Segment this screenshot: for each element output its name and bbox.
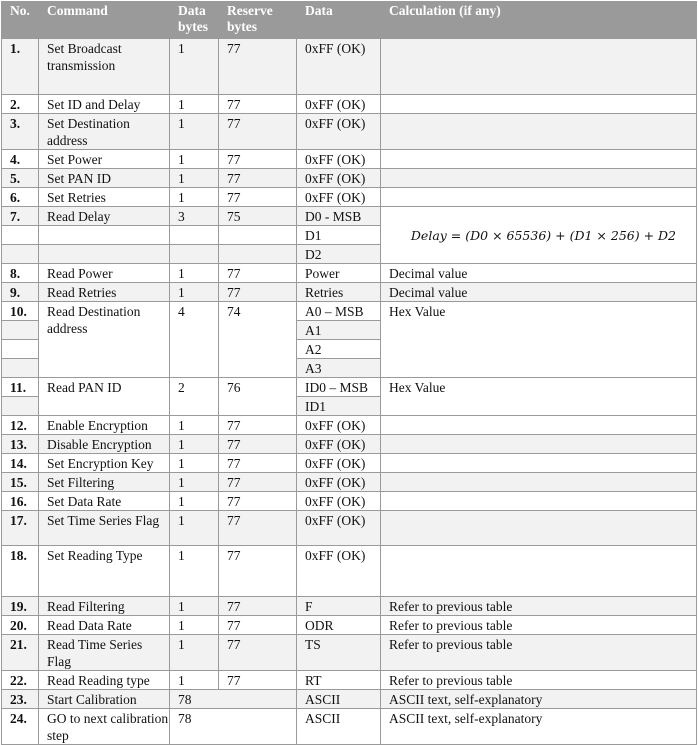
calculation-cell: Decimal value bbox=[381, 283, 697, 302]
data-cell: ID0 – MSB bbox=[297, 378, 381, 397]
header-row bbox=[2, 2, 697, 39]
row-number bbox=[2, 359, 39, 378]
row-number: 12. bbox=[2, 416, 39, 435]
command-cell: Read Filtering bbox=[39, 597, 170, 616]
table-row bbox=[2, 39, 697, 95]
data-cell: ODR bbox=[297, 616, 381, 635]
data-cell: ID1 bbox=[297, 397, 381, 416]
data-bytes-cell: 1 bbox=[170, 95, 219, 114]
data-cell: 0xFF (OK) bbox=[297, 188, 381, 207]
row-number: 15. bbox=[2, 473, 39, 492]
calculation-cell: Refer to previous table bbox=[381, 616, 697, 635]
data-cell: D2 bbox=[297, 245, 381, 264]
calculation-cell: ASCII text, self-explanatory bbox=[381, 709, 697, 745]
data-bytes-cell: 78 bbox=[170, 709, 297, 745]
data-cell: A2 bbox=[297, 340, 381, 359]
data-cell: 0xFF (OK) bbox=[297, 39, 381, 95]
data-bytes-cell: 1 bbox=[170, 39, 219, 95]
reserve-bytes-cell: 77 bbox=[219, 169, 297, 188]
data-cell: 0xFF (OK) bbox=[297, 511, 381, 546]
table-row bbox=[2, 635, 697, 671]
command-cell: Set Reading Type bbox=[39, 546, 170, 597]
table-row bbox=[2, 302, 697, 321]
header-data-bytes: Data bytes bbox=[170, 2, 219, 39]
header-data: Data bbox=[297, 2, 381, 39]
calculation-cell bbox=[381, 188, 697, 207]
data-cell: 0xFF (OK) bbox=[297, 416, 381, 435]
row-number: 13. bbox=[2, 435, 39, 454]
data-cell: D1 bbox=[297, 226, 381, 245]
data-cell: 0xFF (OK) bbox=[297, 454, 381, 473]
table-row bbox=[2, 454, 697, 473]
calculation-cell bbox=[381, 150, 697, 169]
reserve-bytes-cell: 77 bbox=[219, 95, 297, 114]
row-number: 5. bbox=[2, 169, 39, 188]
command-cell: Read Data Rate bbox=[39, 616, 170, 635]
command-cell: Read Reading type bbox=[39, 671, 170, 690]
data-bytes-cell: 1 bbox=[170, 264, 219, 283]
row-number: 20. bbox=[2, 616, 39, 635]
command-cell: Set Destination address bbox=[39, 114, 170, 150]
command-cell: Set Data Rate bbox=[39, 492, 170, 511]
table-row bbox=[2, 511, 697, 546]
data-cell: D0 - MSB bbox=[297, 207, 381, 226]
calculation-cell bbox=[381, 511, 697, 546]
row-number: 4. bbox=[2, 150, 39, 169]
row-number: 23. bbox=[2, 690, 39, 709]
calculation-cell: Refer to previous table bbox=[381, 635, 697, 671]
row-number: 21. bbox=[2, 635, 39, 671]
row-number: 17. bbox=[2, 511, 39, 546]
row-number bbox=[2, 321, 39, 340]
calculation-cell bbox=[381, 169, 697, 188]
data-cell: A3 bbox=[297, 359, 381, 378]
command-cell: Set Broadcast transmission bbox=[39, 39, 170, 95]
reserve-bytes-cell: 77 bbox=[219, 597, 297, 616]
data-cell: ASCII bbox=[297, 709, 381, 745]
reserve-bytes-cell: 77 bbox=[219, 114, 297, 150]
data-bytes-cell: 1 bbox=[170, 169, 219, 188]
table-row bbox=[2, 150, 697, 169]
header-no: No. bbox=[2, 2, 39, 39]
command-cell: Read Delay bbox=[39, 207, 170, 226]
table-row bbox=[2, 207, 697, 226]
data-cell: ASCII bbox=[297, 690, 381, 709]
command-cell: Disable Encryption bbox=[39, 435, 170, 454]
reserve-bytes-cell bbox=[219, 245, 297, 264]
calculation-cell: Hex Value bbox=[381, 378, 697, 416]
data-cell: RT bbox=[297, 671, 381, 690]
row-number: 14. bbox=[2, 454, 39, 473]
data-cell: F bbox=[297, 597, 381, 616]
row-number: 10. bbox=[2, 302, 39, 321]
command-cell: Read Power bbox=[39, 264, 170, 283]
calculation-cell bbox=[381, 39, 697, 95]
command-cell: Set Power bbox=[39, 150, 170, 169]
calculation-cell bbox=[381, 95, 697, 114]
table-row bbox=[2, 546, 697, 597]
row-number: 24. bbox=[2, 709, 39, 745]
command-table bbox=[1, 1, 697, 745]
reserve-bytes-cell: 77 bbox=[219, 546, 297, 597]
data-bytes-cell: 1 bbox=[170, 546, 219, 597]
data-bytes-cell: 1 bbox=[170, 114, 219, 150]
command-cell: Set Filtering bbox=[39, 473, 170, 492]
table-row bbox=[2, 378, 697, 397]
reserve-bytes-cell: 75 bbox=[219, 207, 297, 226]
data-bytes-cell: 1 bbox=[170, 671, 219, 690]
data-bytes-cell: 4 bbox=[170, 302, 219, 378]
calculation-cell bbox=[381, 454, 697, 473]
reserve-bytes-cell: 74 bbox=[219, 302, 297, 378]
command-cell: Read Retries bbox=[39, 283, 170, 302]
calculation-cell bbox=[381, 114, 697, 150]
header-reserve-bytes: Reserve bytes bbox=[219, 2, 297, 39]
reserve-bytes-cell: 77 bbox=[219, 473, 297, 492]
reserve-bytes-cell: 77 bbox=[219, 635, 297, 671]
table-row bbox=[2, 671, 697, 690]
row-number: 8. bbox=[2, 264, 39, 283]
table-row bbox=[2, 114, 697, 150]
row-number bbox=[2, 245, 39, 264]
reserve-bytes-cell: 77 bbox=[219, 435, 297, 454]
row-number: 16. bbox=[2, 492, 39, 511]
command-cell bbox=[39, 245, 170, 264]
data-cell: TS bbox=[297, 635, 381, 671]
command-cell: GO to next calibration step bbox=[39, 709, 170, 745]
table-row bbox=[2, 283, 697, 302]
data-cell: 0xFF (OK) bbox=[297, 95, 381, 114]
calculation-cell: Refer to previous table bbox=[381, 671, 697, 690]
row-number: 18. bbox=[2, 546, 39, 597]
row-number: 7. bbox=[2, 207, 39, 226]
calculation-cell bbox=[381, 435, 697, 454]
calculation-cell bbox=[381, 492, 697, 511]
command-cell: Set Retries bbox=[39, 188, 170, 207]
calculation-cell: Decimal value bbox=[381, 264, 697, 283]
data-bytes-cell: 1 bbox=[170, 635, 219, 671]
table-row bbox=[2, 492, 697, 511]
command-cell: Read Time Series Flag bbox=[39, 635, 170, 671]
row-number: 3. bbox=[2, 114, 39, 150]
table-row bbox=[2, 597, 697, 616]
data-bytes-cell: 1 bbox=[170, 616, 219, 635]
reserve-bytes-cell: 77 bbox=[219, 39, 297, 95]
data-cell: 0xFF (OK) bbox=[297, 435, 381, 454]
calculation-cell bbox=[381, 546, 697, 597]
reserve-bytes-cell: 77 bbox=[219, 511, 297, 546]
reserve-bytes-cell: 77 bbox=[219, 671, 297, 690]
row-number bbox=[2, 397, 39, 416]
data-bytes-cell: 78 bbox=[170, 690, 297, 709]
data-cell: 0xFF (OK) bbox=[297, 114, 381, 150]
data-bytes-cell: 1 bbox=[170, 150, 219, 169]
data-cell: Retries bbox=[297, 283, 381, 302]
data-bytes-cell: 1 bbox=[170, 511, 219, 546]
table-row bbox=[2, 95, 697, 114]
data-bytes-cell: 1 bbox=[170, 435, 219, 454]
header-command: Command bbox=[39, 2, 170, 39]
command-cell bbox=[39, 226, 170, 245]
row-number: 11. bbox=[2, 378, 39, 397]
command-cell: Set Time Series Flag bbox=[39, 511, 170, 546]
row-number: 6. bbox=[2, 188, 39, 207]
reserve-bytes-cell: 77 bbox=[219, 416, 297, 435]
data-bytes-cell bbox=[170, 245, 219, 264]
calculation-cell bbox=[381, 473, 697, 492]
command-cell: Set PAN ID bbox=[39, 169, 170, 188]
data-cell: 0xFF (OK) bbox=[297, 150, 381, 169]
data-bytes-cell: 2 bbox=[170, 378, 219, 416]
header-calculation: Calculation (if any) bbox=[381, 2, 697, 39]
data-bytes-cell: 3 bbox=[170, 207, 219, 226]
row-number: 2. bbox=[2, 95, 39, 114]
reserve-bytes-cell: 77 bbox=[219, 283, 297, 302]
data-bytes-cell: 1 bbox=[170, 188, 219, 207]
reserve-bytes-cell: 77 bbox=[219, 188, 297, 207]
table-row bbox=[2, 690, 697, 709]
table-row bbox=[2, 416, 697, 435]
calculation-cell bbox=[381, 416, 697, 435]
calculation-cell: Refer to previous table bbox=[381, 597, 697, 616]
table-row bbox=[2, 616, 697, 635]
row-number: 22. bbox=[2, 671, 39, 690]
table-row bbox=[2, 435, 697, 454]
data-cell: A0 – MSB bbox=[297, 302, 381, 321]
data-bytes-cell: 1 bbox=[170, 597, 219, 616]
table-row bbox=[2, 264, 697, 283]
command-cell: Set ID and Delay bbox=[39, 95, 170, 114]
reserve-bytes-cell: 77 bbox=[219, 454, 297, 473]
data-bytes-cell: 1 bbox=[170, 283, 219, 302]
table-row bbox=[2, 169, 697, 188]
row-number bbox=[2, 340, 39, 359]
data-bytes-cell: 1 bbox=[170, 492, 219, 511]
row-number: 19. bbox=[2, 597, 39, 616]
delay-formula: Delay = (D0 × 65536) + (D1 × 256) + D2 bbox=[381, 207, 697, 264]
reserve-bytes-cell bbox=[219, 226, 297, 245]
row-number: 9. bbox=[2, 283, 39, 302]
data-bytes-cell bbox=[170, 226, 219, 245]
data-bytes-cell: 1 bbox=[170, 416, 219, 435]
row-number: 1. bbox=[2, 39, 39, 95]
command-cell: Set Encryption Key bbox=[39, 454, 170, 473]
reserve-bytes-cell: 77 bbox=[219, 150, 297, 169]
data-bytes-cell: 1 bbox=[170, 473, 219, 492]
command-cell: Start Calibration bbox=[39, 690, 170, 709]
reserve-bytes-cell: 77 bbox=[219, 492, 297, 511]
reserve-bytes-cell: 77 bbox=[219, 616, 297, 635]
table-row bbox=[2, 473, 697, 492]
data-bytes-cell: 1 bbox=[170, 454, 219, 473]
command-cell: Read Destination address bbox=[39, 302, 170, 378]
calculation-cell: ASCII text, self-explanatory bbox=[381, 690, 697, 709]
data-cell: 0xFF (OK) bbox=[297, 492, 381, 511]
data-cell: A1 bbox=[297, 321, 381, 340]
command-cell: Read PAN ID bbox=[39, 378, 170, 416]
reserve-bytes-cell: 76 bbox=[219, 378, 297, 416]
data-cell: 0xFF (OK) bbox=[297, 546, 381, 597]
row-number bbox=[2, 226, 39, 245]
command-cell: Enable Encryption bbox=[39, 416, 170, 435]
data-cell: 0xFF (OK) bbox=[297, 473, 381, 492]
table-row bbox=[2, 188, 697, 207]
data-cell: Power bbox=[297, 264, 381, 283]
data-cell: 0xFF (OK) bbox=[297, 169, 381, 188]
reserve-bytes-cell: 77 bbox=[219, 264, 297, 283]
calculation-cell: Hex Value bbox=[381, 302, 697, 378]
